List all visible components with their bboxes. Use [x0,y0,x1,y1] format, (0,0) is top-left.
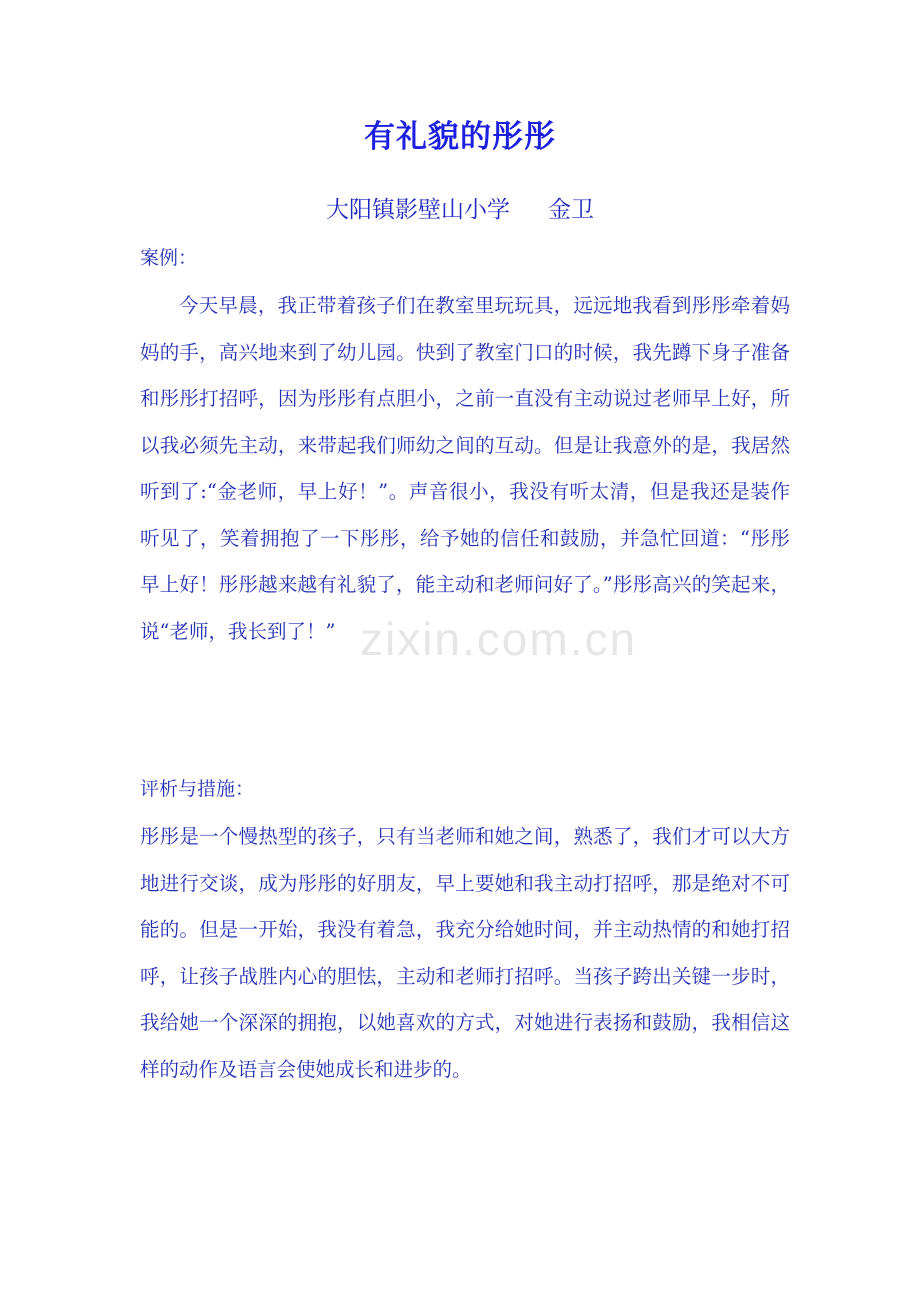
analysis-label: 评析与措施： [140,778,255,800]
analysis-paragraph: 彤彤是一个慢热型的孩子，只有当老师和她之间，熟悉了，我们才可以大方地进行交谈，成为彤彤的好朋友，早上要她和我主动打招呼，那是绝对不可能的。但是一开始，我没有着急，我充分给她时间，并主动热情的和她打招呼，让孩子战胜内心的胆怯，主动和老师打招呼。当孩子跨出关键一步时，我给她一个深深的拥抱，以她喜欢的方式，对她进行表扬和鼓励，我相信这样的动作及语言会使她成长和进步的。 [140,825,790,1081]
watermark: zixin.com.cn [360,613,638,665]
author-name: 金卫 [548,197,594,223]
byline [0,193,920,227]
case-label: 案例： [140,247,198,269]
document-title: 有礼貌的彤彤 [364,119,556,155]
case-paragraph: 今天早晨，我正带着孩子们在教室里玩玩具，远远地我看到彤彤牵着妈妈的手，高兴地来到了幼儿园。快到了教室门口的时候，我先蹲下身子准备和彤彤打招呼，因为彤彤有点胆小，之前一直没有主动说过老师早上好，所以我必须先主动，来带起我们师幼之间的互动。但是让我意外的是，我居然听到了:“金老师，早上好！”。声音很小，我没有听太清，但是我还是装作听见了，笑着拥抱了一下彤彤，给予她的信任和鼓励，并急忙回道：“彤彤早上好！彤彤越来越有礼貌了，能主动和老师问好了。”彤彤高兴的笑起来，说“老师，我长到了！” [140,294,790,643]
school-name: 大阳镇影壁山小学 [326,197,510,223]
